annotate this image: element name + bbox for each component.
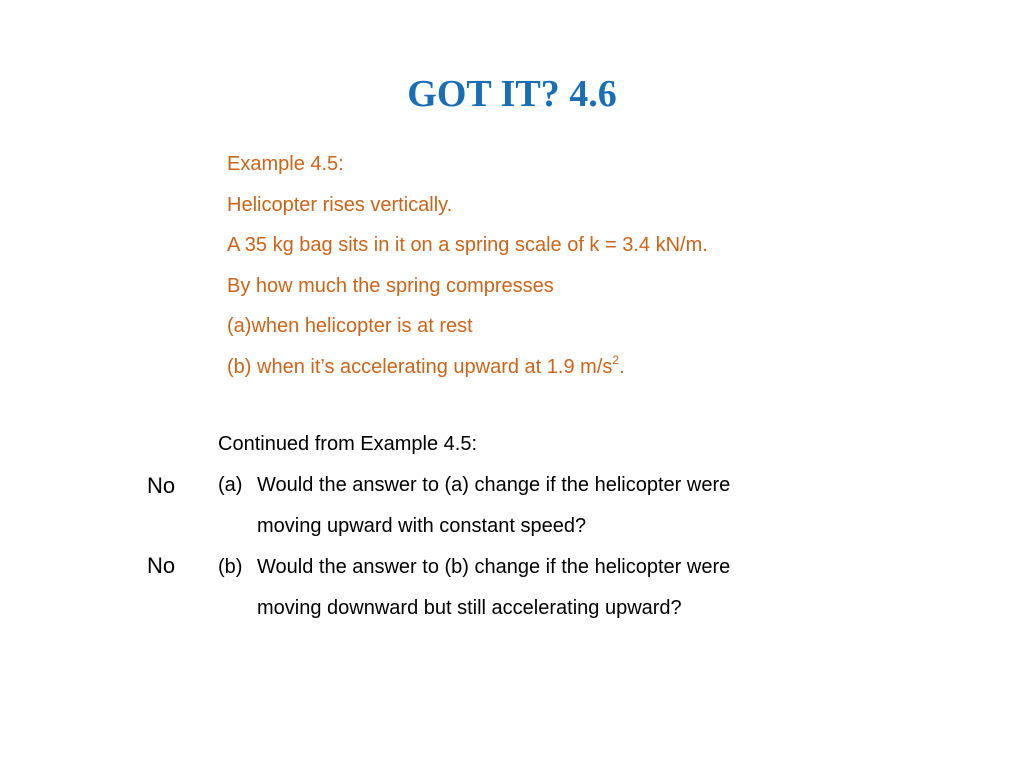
answer-a: No (147, 473, 176, 498)
question-b-label: (b) (218, 556, 243, 578)
example-block (227, 150, 847, 393)
example-line-1: Helicopter rises vertically. (227, 193, 453, 216)
slide-title: GOT IT? 4.6 (407, 73, 617, 115)
question-b-line-1 (218, 553, 858, 594)
question-b-text-2: moving downward but still accelerating upward? (257, 597, 682, 619)
answer-b: No (147, 553, 176, 578)
example-line-5 (227, 353, 847, 394)
question-a-text-2: moving upward with constant speed? (257, 515, 587, 537)
example-line-5-superscript: 2 (612, 352, 620, 367)
example-line-5-text: (b) when it’s accelerating upward at 1.9 m/s (227, 355, 613, 378)
continued-block (218, 430, 858, 635)
example-line-3: By how much the spring compresses (227, 274, 554, 297)
example-line-5-period: . (619, 355, 625, 378)
question-a-line-1 (218, 471, 858, 512)
question-a-label: (a) (218, 474, 243, 496)
example-line-2: A 35 kg bag sits in it on a spring scale of k = 3.4 kN/m. (227, 234, 708, 256)
question-a-text-1: Would the answer to (a) change if the helicopter were (257, 474, 731, 496)
example-heading: Example 4.5: (227, 153, 344, 175)
question-a-line-2 (218, 512, 858, 553)
continued-heading-text: Continued from Example 4.5: (218, 433, 478, 455)
question-b-text-1: Would the answer to (b) change if the helicopter were (257, 556, 731, 578)
continued-heading (218, 430, 858, 471)
question-b-line-2 (218, 594, 858, 635)
example-line-4: (a)when helicopter is at rest (227, 315, 473, 337)
